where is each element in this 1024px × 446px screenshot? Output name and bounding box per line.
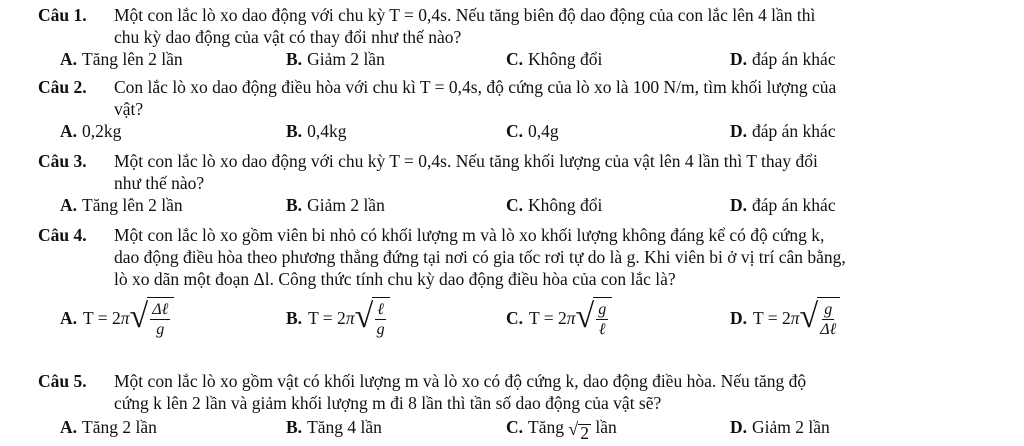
question-4 — [38, 224, 998, 346]
option-d: D. Giảm 2 lần — [730, 417, 830, 437]
option-d: D. đáp án khác — [730, 195, 836, 215]
option-c: C. 0,4g — [506, 121, 559, 141]
option-a: A. Tăng lên 2 lần — [60, 49, 183, 69]
option-c: C. T = 2 π √ $\frac{g}{\text{ℓ}}$ — [506, 290, 612, 346]
option-a: A. Tăng lên 2 lần — [60, 195, 183, 215]
question-number: Câu 1. — [38, 5, 87, 25]
option-b: B. T = 2 π √ $\frac{\text{ℓ}}{g}$ — [286, 290, 390, 346]
formula-options-row — [38, 290, 998, 346]
option-d: D. đáp án khác — [730, 49, 836, 69]
question-text-cont: chu kỳ dao động của vật có thay đổi như thế nào? — [114, 27, 462, 47]
option-b: B. Giảm 2 lần — [286, 195, 385, 215]
question-text: Một con lắc lò xo gồm vật có khối lượng m và lò xo có độ cứng k, dao động điều hòa. Nếu tăng độ — [114, 371, 807, 391]
question-text: Một con lắc lò xo dao động với chu kỳ T = 0,4s. Nếu tăng biên độ dao động của con lắc lên 4 lần thì — [114, 5, 816, 25]
question-text-cont: cứng k lên 2 lần và giảm khối lượng m đi 8 lần thì tần số dao động của vật sẽ? — [114, 393, 662, 413]
option-b: B. Tăng 4 lần — [286, 417, 382, 437]
options-row — [38, 48, 998, 70]
question-number: Câu 3. — [38, 151, 87, 171]
sqrt-formula: √ $\frac{g}{\text{ℓ}}$ — [576, 297, 613, 339]
option-c: C. Không đổi — [506, 195, 603, 215]
option-c: C. Không đổi — [506, 49, 603, 69]
option-d: D. T = 2 π √ $\frac{g}{\text{Δℓ}}$ — [730, 290, 840, 346]
question-number: Câu 2. — [38, 77, 87, 97]
option-d: D. đáp án khác — [730, 121, 836, 141]
options-row — [38, 194, 998, 216]
option-a: A. 0,2kg — [60, 121, 122, 141]
question-text-cont: như thế nào? — [114, 173, 205, 193]
question-text: Một con lắc lò xo dao động với chu kỳ T = 0,4s. Nếu tăng khối lượng của vật lên 4 lần thì T thay đổi — [114, 151, 818, 171]
question-text-cont: lò xo dãn một đoạn Δl. Công thức tính chu kỳ dao động điều hòa của con lắc là? — [114, 269, 676, 289]
question-5 — [38, 370, 998, 443]
question-text: Con lắc lò xo dao động điều hòa với chu kì T = 0,4s, độ cứng của lò xo là 100 N/m, tìm khối lượng của — [114, 77, 837, 97]
option-b: B. 0,4kg — [286, 121, 347, 141]
option-a: A. T = 2 π √ $\frac{\text{Δℓ}}{g}$ — [60, 290, 174, 346]
options-row — [38, 120, 998, 142]
sqrt-value: √ 2 — [568, 419, 589, 443]
question-text: Một con lắc lò xo gồm viên bi nhỏ có khối lượng m và lò xo khối lượng không đáng kể có độ cứng k, — [114, 225, 825, 245]
options-row — [38, 414, 998, 443]
sqrt-formula: √ $\frac{\text{ℓ}}{g}$ — [355, 297, 390, 339]
question-1 — [38, 4, 998, 70]
question-2 — [38, 76, 998, 142]
question-text-cont: vật? — [114, 99, 144, 119]
option-b: B. Giảm 2 lần — [286, 49, 385, 69]
sqrt-formula: √ $\frac{\text{Δℓ}}{g}$ — [130, 297, 175, 339]
sqrt-formula: √ $\frac{g}{\text{Δℓ}}$ — [800, 297, 841, 339]
question-number: Câu 5. — [38, 371, 87, 391]
question-text-cont: dao động điều hòa theo phương thẳng đứng tại nơi có gia tốc rơi tự do là g. Khi viên bi ở vị trí cân bằng, — [114, 247, 846, 267]
option-a: A. Tăng 2 lần — [60, 417, 157, 437]
question-3 — [38, 150, 998, 216]
option-c: C. Tăng √ 2 lần — [506, 417, 617, 443]
question-number: Câu 4. — [38, 225, 87, 245]
